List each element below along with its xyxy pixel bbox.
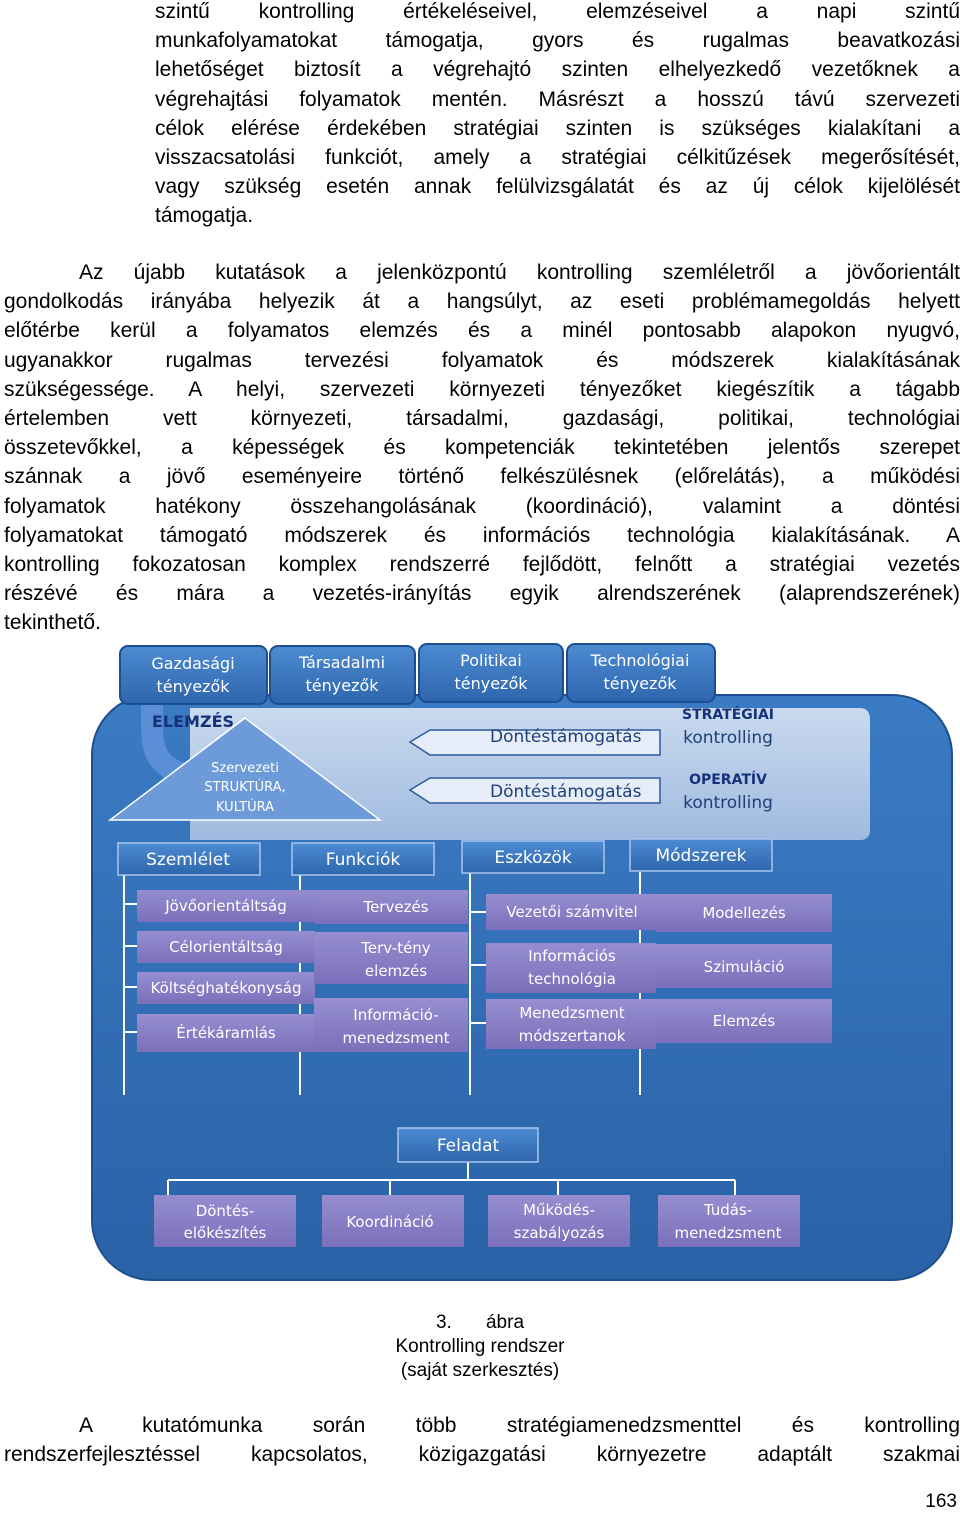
text-line: visszacsatolási funkciót, amely a stratégiai célkitűzések megerősítését,	[155, 145, 960, 169]
strategic-line-1: STRATÉGIAI	[681, 707, 775, 723]
item-informacio-menedzsment	[314, 998, 468, 1052]
task-dontes-elokeszites	[154, 1195, 296, 1247]
item-modellezes	[656, 894, 832, 932]
svg-text:Költséghatékonyság: Költséghatékonyság	[150, 979, 302, 997]
paragraph-2	[4, 258, 960, 637]
svg-text:Gazdasági: Gazdasági	[151, 654, 235, 673]
item-jovoorientaltsag	[137, 890, 315, 922]
task-mukodes-szabalyozas	[488, 1195, 630, 1247]
text-line: összetevőkkel, a képességek és kompetenciák tekintetében jelentős szerepet	[4, 436, 960, 460]
svg-text:szabályozás: szabályozás	[513, 1224, 605, 1242]
page-number: 163	[925, 1491, 957, 1512]
item-informacios-technologia	[486, 943, 656, 993]
text-line: gondolkodás irányába helyezik át a hangsúlyt, az eseti problémamegoldás helyett	[4, 290, 960, 314]
svg-text:Társadalmi: Társadalmi	[298, 653, 386, 672]
svg-text:Információ-: Információ-	[353, 1006, 439, 1024]
text-line: szintű kontrolling értékeléseivel, elemzéseivel a napi szintű	[155, 0, 960, 23]
decision-support-arrow-1	[410, 727, 660, 755]
text-line: folyamatok hatékony összehangolásának (koordináció), valamint a döntési	[4, 494, 960, 518]
svg-text:Funkciók: Funkciók	[325, 850, 401, 870]
factor-box-economic	[120, 646, 267, 704]
svg-text:tényezők: tényezők	[603, 674, 677, 693]
item-koltseghatekonysag	[137, 972, 315, 1004]
task-header-feladat	[398, 1128, 538, 1162]
svg-text:Koordináció: Koordináció	[346, 1213, 434, 1231]
svg-text:Elemzés: Elemzés	[712, 1012, 776, 1030]
column-header-funkciok	[292, 843, 434, 875]
factor-box-social	[270, 646, 415, 704]
text-line: rendszerfejlesztéssel kapcsolatos, közigazgatási környezetre adaptált szakmai	[4, 1443, 960, 1467]
column-header-eszkozok	[462, 841, 604, 873]
text-line: értelemben vett környezeti, társadalmi, gazdasági, politikai, technológiai	[4, 406, 960, 430]
text-line: ugyanakkor rugalmas tervezési folyamatok és módszerek kialakításának	[4, 348, 960, 372]
text-line: lehetőséget biztosít a végrehajtó szinten elhelyezkedő vezetőknek a	[155, 58, 960, 82]
column-header-modszerek	[630, 839, 772, 871]
paragraph-3	[4, 1411, 960, 1469]
elemzes-label: ELEMZÉS	[152, 712, 235, 731]
text-line: támogatja.	[155, 204, 254, 228]
text-line: A kutatómunka során több stratégiamenedzsmenttel és kontrolling	[79, 1414, 960, 1437]
text-line: munkafolyamatokat támogatja, gyors és rugalmas beavatkozási	[155, 29, 960, 53]
svg-text:Eszközök: Eszközök	[494, 848, 572, 868]
svg-text:Szimuláció: Szimuláció	[703, 958, 785, 976]
text-line: szánnak a jövő eseményeire történő felkészülésnek (előrelátás), a működési	[4, 465, 960, 489]
svg-text:Információs: Információs	[528, 947, 616, 965]
item-szimulacio	[656, 944, 832, 988]
triangle-line-1: Szervezeti	[211, 761, 279, 776]
task-tudas-menedzsment	[658, 1195, 800, 1247]
svg-text:Terv-tény: Terv-tény	[361, 939, 431, 957]
text-line: vagy szükség esetén annak felülvizsgálatát és az új célok kijelölését	[155, 175, 960, 199]
controlling-system-diagram	[80, 640, 960, 1290]
item-vezetoi-szamvitel	[486, 894, 656, 930]
svg-text:tényezők: tényezők	[305, 676, 379, 695]
svg-text:Döntés-: Döntés-	[195, 1202, 255, 1220]
item-celorientaltsag	[137, 931, 315, 963]
text-line: Az újabb kutatások a jelenközpontú kontrolling szemléletről a jövőorientált	[79, 261, 960, 284]
task-koordinacio	[322, 1195, 464, 1247]
svg-text:menedzsment: menedzsment	[674, 1224, 782, 1242]
item-tervezes	[314, 890, 468, 924]
svg-text:Technológiai: Technológiai	[590, 651, 690, 670]
svg-text:Szemlélet: Szemlélet	[146, 850, 230, 870]
factor-box-political	[419, 644, 563, 702]
svg-text:Jövőorientáltság: Jövőorientáltság	[165, 897, 287, 915]
text-line: folyamatokat támogató módszerek és információs technológia kialakításának. A	[4, 523, 960, 547]
figure-caption	[300, 1311, 660, 1383]
factor-box-technological	[567, 644, 715, 702]
triangle-line-2: STRUKTÚRA,	[204, 780, 286, 795]
operative-line-2: kontrolling	[683, 793, 773, 813]
text-line: kontrolling fokozatosan komplex rendszerré fejlődött, felnőtt a stratégiai vezetés	[4, 552, 960, 576]
svg-text:Tudás-: Tudás-	[703, 1201, 753, 1219]
paragraph-1	[155, 0, 960, 231]
svg-text:tényezők: tényezők	[454, 674, 528, 693]
svg-text:tényezők: tényezők	[156, 677, 230, 696]
strategic-line-2: kontrolling	[683, 728, 773, 748]
caption-source: (saját szerkesztés)	[400, 1360, 560, 1381]
text-line: tekinthető.	[4, 611, 101, 635]
caption-label: ábra	[485, 1312, 525, 1333]
svg-text:Döntéstámogatás: Döntéstámogatás	[490, 782, 642, 802]
item-elemzes	[656, 999, 832, 1043]
triangle-line-3: KULTÚRA	[216, 800, 274, 815]
svg-text:Döntéstámogatás: Döntéstámogatás	[490, 727, 642, 747]
decision-support-arrow-2	[410, 778, 660, 803]
item-ertekaramlas	[137, 1014, 315, 1052]
item-terv-teny-elemzes	[314, 932, 468, 984]
svg-text:Működés-: Működés-	[523, 1201, 595, 1219]
text-line: előtérbe kerül a folyamatos elemzés és a minél pontosabb alapokon nyugvó,	[4, 319, 960, 343]
svg-text:elemzés: elemzés	[364, 962, 428, 980]
operative-line-1: OPERATÍV	[689, 772, 767, 788]
svg-text:Vezetői számvitel: Vezetői számvitel	[506, 903, 638, 921]
text-line: célok elérése érdekében stratégiai szinten is szükséges kialakítani a	[155, 116, 960, 140]
svg-text:Politikai: Politikai	[460, 651, 522, 670]
text-line: részévé és mára a vezetés-irányítás egyik alrendszerének (alaprendszerének)	[4, 582, 960, 606]
caption-number: 3.	[435, 1312, 452, 1333]
svg-text:menedzsment: menedzsment	[342, 1029, 450, 1047]
caption-number-line	[300, 1311, 660, 1335]
svg-text:Célorientáltság: Célorientáltság	[169, 938, 283, 956]
svg-text:Feladat: Feladat	[436, 1136, 500, 1156]
svg-text:Modellezés: Modellezés	[702, 904, 786, 922]
text-line: szükségessége. A helyi, szervezeti környezeti tényezőket kiegészítik a tágabb	[4, 377, 960, 401]
caption-title: Kontrolling rendszer	[395, 1336, 565, 1357]
svg-text:Módszerek: Módszerek	[655, 846, 747, 866]
item-menedzsment-modszertanok	[486, 999, 656, 1049]
svg-text:Menedzsment: Menedzsment	[519, 1004, 625, 1022]
column-header-szemlelet	[118, 843, 260, 875]
svg-text:előkészítés: előkészítés	[183, 1224, 267, 1242]
svg-text:technológia: technológia	[528, 970, 616, 988]
svg-text:Értékáramlás: Értékáramlás	[176, 1024, 276, 1042]
svg-text:Tervezés: Tervezés	[363, 898, 429, 916]
svg-text:módszertanok: módszertanok	[518, 1027, 626, 1045]
text-line: végrehajtási folyamatok mentén. Másrészt a hosszú távú szervezeti	[155, 87, 960, 111]
